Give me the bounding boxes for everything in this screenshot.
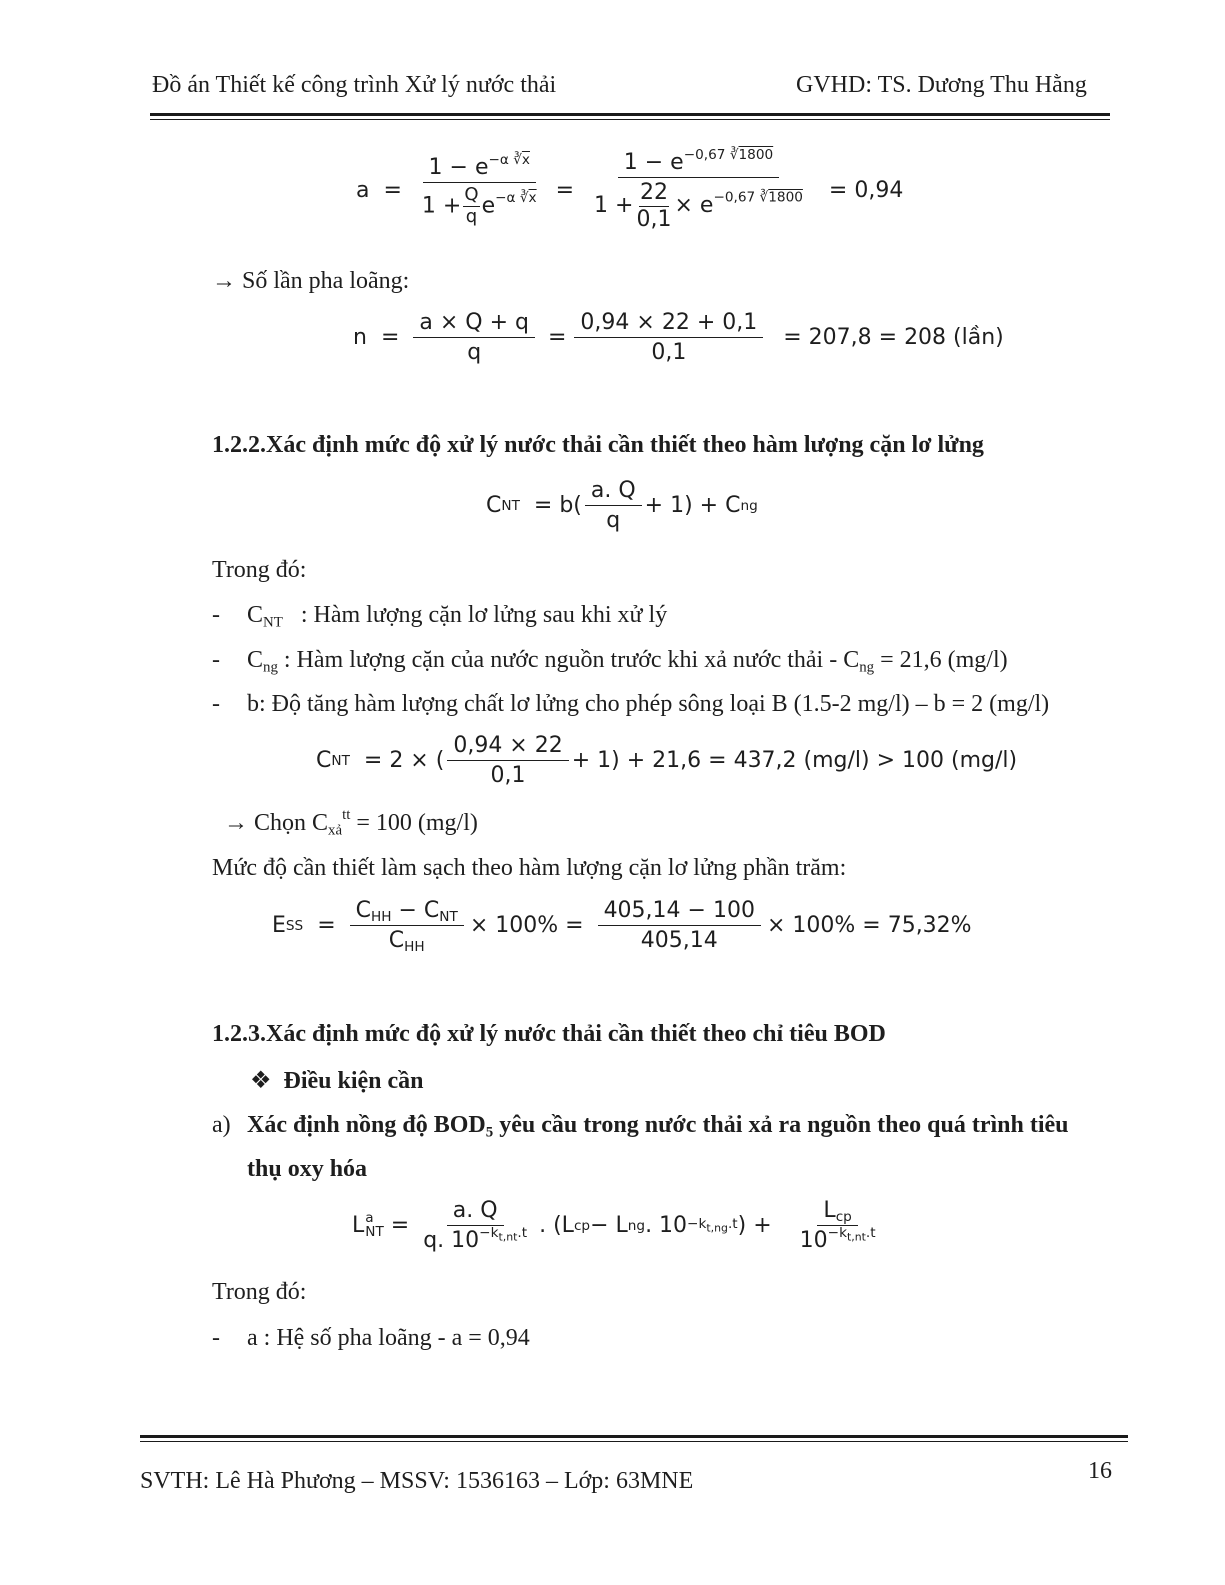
equation-dilution-coefficient: a = $1 - e^{-\alpha ∛\overline{x}}$ 1 + $\frac{Q}{q}$ $e^{-\alpha ∛\overline{x}}$ = $1 - e^{-0,67 ∛1800}$ 1 + $\frac{22}{0,1}$ × $e^{-0,67 ∛1800}$ = 0,94 [356,146,904,232]
header-right: GVHD: TS. Dương Thu Hằng [796,72,1087,98]
dieu-kien-can: ❖ Điều kiện cần [250,1068,424,1094]
footer-rule-thin [140,1441,1128,1442]
page-number: 16 [1088,1458,1112,1484]
list-bullet: - [212,602,220,628]
item-a-line1: Xác định nồng độ $BOD_5$ yêu cầu trong nước thải xả ra nguồn theo quá trình tiêu [247,1112,1069,1141]
item-a-line2: thụ oxy hóa [247,1156,368,1182]
trong-do-label: Trong đó: [212,557,307,583]
muc-do-label: Mức độ cần thiết làm sạch theo hàm lượng cặn lơ lửng phần trăm: [212,855,847,881]
footer-rule-thick [140,1435,1128,1438]
header-rule-thick [150,113,1110,116]
diamond-bullet-icon: ❖ [250,1068,272,1094]
list-bullet: - [212,647,220,673]
equation-cnt-calculation: C NT = 2 × ( $\frac{0,94 \times 22}{0,1}$ + 1) + 21,6 = 437,2 (mg/l) > 100 (mg/l) [316,733,1018,789]
section-1-2-3-heading: 1.2.3.Xác định mức độ xử lý nước thải cần thiết theo chỉ tiêu BOD [212,1021,886,1047]
definition-a: a : Hệ số pha loãng - a = 0,94 [247,1325,530,1351]
equation-cnt-formula: C NT = b( $\frac{a. Q}{q}$ + 1) + C ng [486,478,758,534]
list-bullet: - [212,691,220,717]
header-left: Đồ án Thiết kế công trình Xử lý nước thải [152,72,557,98]
chon-cxa: → Chọn $C_{xả}^{tt} = 100$ (mg/l) [224,806,478,839]
dilution-label: → Số lần pha loãng: [212,268,410,294]
list-bullet: - [212,1325,220,1351]
header-rule-thin [150,119,1110,120]
definition-cng: $C_{ng}$ : Hàm lượng cặn của nước nguồn trước khi xả nước thải - $C_{ng} = 21,6$ (mg/l) [247,647,1008,676]
equation-dilution-times: n = $\frac{a \times Q + q}{q}$ = $\frac{0,94 \times 22 + 0,1}{0,1}$ = 207,8 = 208 (lần) [353,310,1004,366]
section-1-2-2-heading: 1.2.2.Xác định mức độ xử lý nước thải cần thiết theo hàm lượng cặn lơ lửng [212,432,984,458]
footer-left: SVTH: Lê Hà Phương – MSSV: 1536163 – Lớp: 63MNE [140,1468,694,1494]
definition-b: b: Độ tăng hàm lượng chất lơ lửng cho phép sông loại B (1.5-2 mg/l) – b = 2 (mg/l) [247,691,1050,717]
equation-ess: E SS = $\frac{C_{HH} - C_{NT}}{C_{HH}}$ × 100% = $\frac{405,14 - 100}{405,14}$ × 100% = 75,32% [272,898,972,956]
trong-do-label-2: Trong đó: [212,1279,307,1305]
item-a-label: a) [212,1112,231,1138]
equation-bod-lnt: L a NT = $\frac{a. Q}{q. 10^{-k_{t,nt}.t}}$ . (L cp − L ng . 10 $-k_{t,ng}.t$ ) + $\frac{L_{cp}}{10^{-k_{t,nt}.t}}$ [352,1198,876,1254]
definition-cnt: $C_{NT}$ : Hàm lượng cặn lơ lửng sau khi xử lý [247,602,668,631]
